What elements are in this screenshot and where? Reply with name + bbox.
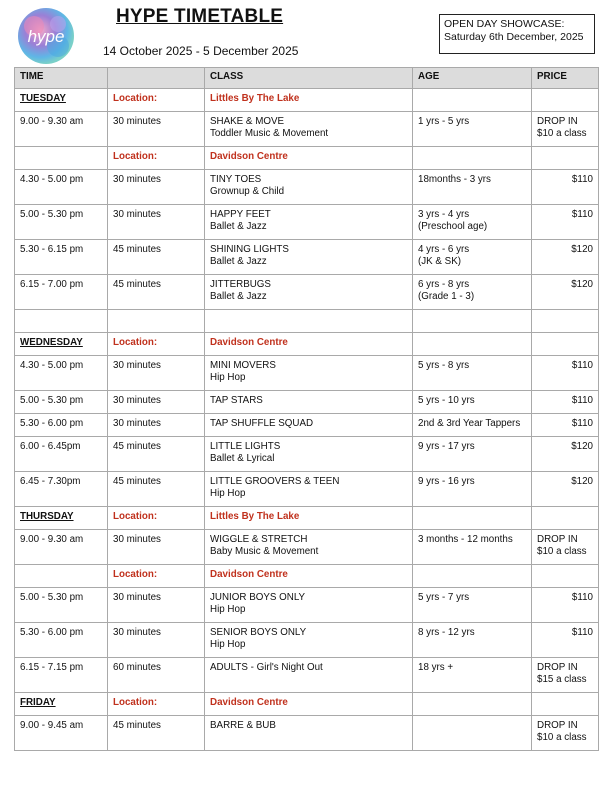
- class-style: Hip Hop: [210, 604, 246, 615]
- price-value: $110: [571, 395, 593, 406]
- price-value: DROP IN: [537, 534, 578, 545]
- class-duration: 30 minutes: [113, 116, 161, 127]
- price-value: $120: [571, 279, 593, 290]
- price-cell: [532, 205, 599, 240]
- class-cell: [205, 588, 413, 623]
- location-label: Location:: [113, 337, 158, 348]
- location-cell: [205, 147, 413, 170]
- col-header-duration: [108, 68, 205, 89]
- class-row: [15, 530, 599, 565]
- class-row: [15, 414, 599, 437]
- location-label: Location:: [113, 511, 158, 522]
- class-row: [15, 170, 599, 205]
- day-name: FRIDAY: [20, 697, 56, 708]
- age-range: 3 yrs - 4 yrs: [418, 209, 470, 220]
- timetable-body: [15, 89, 599, 751]
- empty-cell: [15, 310, 108, 333]
- class-name: SENIOR BOYS ONLY: [210, 627, 307, 638]
- empty-cell: [532, 147, 599, 170]
- age-range: 2nd & 3rd Year Tappers: [418, 418, 521, 429]
- age-range: 3 months - 12 months: [418, 534, 513, 545]
- age-note: (Preschool age): [418, 221, 488, 232]
- class-row: [15, 240, 599, 275]
- location-label-cell: [108, 565, 205, 588]
- location-cell: [205, 333, 413, 356]
- class-duration: 30 minutes: [113, 174, 161, 185]
- age-range: 5 yrs - 10 yrs: [418, 395, 475, 406]
- location-name: Davidson Centre: [210, 337, 288, 348]
- class-style: Ballet & Lyrical: [210, 453, 275, 464]
- class-style: Hip Hop: [210, 372, 246, 383]
- location-name: Davidson Centre: [210, 569, 288, 580]
- class-duration: 45 minutes: [113, 720, 161, 731]
- empty-cell: [413, 507, 532, 530]
- price-cell: [532, 658, 599, 693]
- day-location-row: [15, 693, 599, 716]
- age-range: 9 yrs - 16 yrs: [418, 476, 475, 487]
- class-duration: 30 minutes: [113, 592, 161, 603]
- location-name: Davidson Centre: [210, 697, 288, 708]
- class-duration: 45 minutes: [113, 244, 161, 255]
- price-cell: [532, 588, 599, 623]
- class-cell: [205, 414, 413, 437]
- day-cell: [15, 89, 108, 112]
- time-cell: [15, 530, 108, 565]
- class-name: ADULTS - Girl's Night Out: [210, 662, 323, 673]
- location-cell: [205, 89, 413, 112]
- class-time: 9.00 - 9.30 am: [20, 116, 84, 127]
- price-value: DROP IN: [537, 662, 578, 673]
- age-cell: [413, 716, 532, 751]
- price-value: DROP IN: [537, 116, 578, 127]
- day-cell: [15, 565, 108, 588]
- date-range: 14 October 2025 - 5 December 2025: [103, 44, 299, 58]
- class-name: TINY TOES: [210, 174, 262, 185]
- class-name: WIGGLE & STRETCH: [210, 534, 308, 545]
- price-value: $110: [571, 360, 593, 371]
- empty-cell: [532, 693, 599, 716]
- day-cell: [15, 507, 108, 530]
- day-location-row: [15, 147, 599, 170]
- class-time: 5.00 - 5.30 pm: [20, 395, 84, 406]
- spacer-row: [15, 310, 599, 333]
- col-header-age: AGE: [413, 68, 532, 89]
- class-row: [15, 588, 599, 623]
- class-duration: 45 minutes: [113, 279, 161, 290]
- price-cell: [532, 716, 599, 751]
- class-time: 5.30 - 6.15 pm: [20, 244, 84, 255]
- empty-cell: [413, 89, 532, 112]
- price-cell: [532, 240, 599, 275]
- location-name: Littles By The Lake: [210, 511, 300, 522]
- time-cell: [15, 170, 108, 205]
- price-note: $10 a class: [537, 128, 587, 139]
- class-row: [15, 437, 599, 472]
- age-cell: [413, 472, 532, 507]
- location-label: Location:: [113, 93, 158, 104]
- class-row: [15, 356, 599, 391]
- empty-cell: [532, 333, 599, 356]
- time-cell: [15, 356, 108, 391]
- price-cell: [532, 275, 599, 310]
- price-value: $120: [571, 441, 593, 452]
- price-cell: [532, 437, 599, 472]
- class-name: TAP STARS: [210, 395, 263, 406]
- empty-cell: [532, 310, 599, 333]
- price-cell: [532, 356, 599, 391]
- age-range: 1 yrs - 5 yrs: [418, 116, 470, 127]
- class-duration: 30 minutes: [113, 627, 161, 638]
- age-range: 6 yrs - 8 yrs: [418, 279, 470, 290]
- price-value: DROP IN: [537, 720, 578, 731]
- day-location-row: [15, 89, 599, 112]
- class-row: [15, 623, 599, 658]
- day-location-row: [15, 333, 599, 356]
- duration-cell: [108, 623, 205, 658]
- hype-logo: [16, 6, 76, 66]
- class-name: BARRE & BUB: [210, 720, 276, 731]
- age-range: 18 yrs +: [418, 662, 454, 673]
- duration-cell: [108, 275, 205, 310]
- class-row: [15, 275, 599, 310]
- empty-cell: [413, 147, 532, 170]
- class-name: JUNIOR BOYS ONLY: [210, 592, 306, 603]
- age-cell: [413, 588, 532, 623]
- day-name: TUESDAY: [20, 93, 66, 104]
- location-label-cell: [108, 507, 205, 530]
- duration-cell: [108, 658, 205, 693]
- time-cell: [15, 472, 108, 507]
- class-name: TAP SHUFFLE SQUAD: [210, 418, 314, 429]
- location-label-cell: [108, 333, 205, 356]
- class-time: 9.00 - 9.30 am: [20, 534, 84, 545]
- duration-cell: [108, 530, 205, 565]
- class-duration: 30 minutes: [113, 534, 161, 545]
- class-row: [15, 472, 599, 507]
- class-cell: [205, 437, 413, 472]
- empty-cell: [108, 310, 205, 333]
- class-duration: 60 minutes: [113, 662, 161, 673]
- price-cell: [532, 623, 599, 658]
- age-range: 5 yrs - 7 yrs: [418, 592, 470, 603]
- duration-cell: [108, 472, 205, 507]
- class-cell: [205, 112, 413, 147]
- class-time: 6.15 - 7.00 pm: [20, 279, 84, 290]
- class-cell: [205, 658, 413, 693]
- time-cell: [15, 437, 108, 472]
- day-location-row: [15, 565, 599, 588]
- class-cell: [205, 623, 413, 658]
- duration-cell: [108, 170, 205, 205]
- location-label: Location:: [113, 697, 158, 708]
- class-duration: 45 minutes: [113, 441, 161, 452]
- age-range: 18months - 3 yrs: [418, 174, 491, 185]
- duration-cell: [108, 437, 205, 472]
- age-range: 8 yrs - 12 yrs: [418, 627, 475, 638]
- showcase-box: [439, 14, 595, 54]
- price-cell: [532, 530, 599, 565]
- class-time: 5.30 - 6.00 pm: [20, 418, 84, 429]
- class-duration: 30 minutes: [113, 418, 161, 429]
- price-value: $110: [571, 592, 593, 603]
- showcase-date: Saturday 6th December, 2025: [444, 31, 584, 43]
- price-cell: [532, 112, 599, 147]
- class-duration: 30 minutes: [113, 209, 161, 220]
- location-cell: [205, 507, 413, 530]
- time-cell: [15, 414, 108, 437]
- class-duration: 30 minutes: [113, 360, 161, 371]
- day-cell: [15, 147, 108, 170]
- empty-cell: [532, 507, 599, 530]
- age-cell: [413, 437, 532, 472]
- class-row: [15, 391, 599, 414]
- class-style: Ballet & Jazz: [210, 221, 267, 232]
- time-cell: [15, 205, 108, 240]
- empty-cell: [532, 89, 599, 112]
- age-range: 5 yrs - 8 yrs: [418, 360, 470, 371]
- age-cell: [413, 170, 532, 205]
- col-header-class: CLASS: [205, 68, 413, 89]
- empty-cell: [413, 333, 532, 356]
- class-style: Hip Hop: [210, 639, 246, 650]
- price-cell: [532, 472, 599, 507]
- location-cell: [205, 565, 413, 588]
- class-style: Ballet & Jazz: [210, 256, 267, 267]
- age-cell: [413, 391, 532, 414]
- duration-cell: [108, 391, 205, 414]
- class-row: [15, 112, 599, 147]
- class-time: 6.00 - 6.45pm: [20, 441, 81, 452]
- age-cell: [413, 240, 532, 275]
- price-note: $15 a class: [537, 674, 587, 685]
- day-cell: [15, 333, 108, 356]
- class-name: HAPPY FEET: [210, 209, 271, 220]
- class-time: 6.45 - 7.30pm: [20, 476, 81, 487]
- age-cell: [413, 356, 532, 391]
- location-cell: [205, 693, 413, 716]
- time-cell: [15, 716, 108, 751]
- time-cell: [15, 275, 108, 310]
- location-name: Littles By The Lake: [210, 93, 300, 104]
- empty-cell: [413, 565, 532, 588]
- price-value: $110: [571, 627, 593, 638]
- class-duration: 30 minutes: [113, 395, 161, 406]
- age-range: 9 yrs - 17 yrs: [418, 441, 475, 452]
- day-name: THURSDAY: [20, 511, 74, 522]
- class-name: SHINING LIGHTS: [210, 244, 289, 255]
- location-label-cell: [108, 693, 205, 716]
- duration-cell: [108, 588, 205, 623]
- empty-cell: [413, 693, 532, 716]
- empty-cell: [413, 310, 532, 333]
- class-cell: [205, 472, 413, 507]
- duration-cell: [108, 240, 205, 275]
- duration-cell: [108, 414, 205, 437]
- class-name: LITTLE LIGHTS: [210, 441, 281, 452]
- age-cell: [413, 623, 532, 658]
- class-time: 9.00 - 9.45 am: [20, 720, 84, 731]
- day-cell: [15, 693, 108, 716]
- class-style: Grownup & Child: [210, 186, 285, 197]
- timetable: [14, 67, 599, 751]
- price-value: $120: [571, 476, 593, 487]
- duration-cell: [108, 112, 205, 147]
- col-header-time: TIME: [15, 68, 108, 89]
- class-time: 5.30 - 6.00 pm: [20, 627, 84, 638]
- class-time: 4.30 - 5.00 pm: [20, 360, 84, 371]
- age-cell: [413, 205, 532, 240]
- price-note: $10 a class: [537, 546, 587, 557]
- class-cell: [205, 240, 413, 275]
- empty-cell: [532, 565, 599, 588]
- class-cell: [205, 391, 413, 414]
- class-cell: [205, 275, 413, 310]
- time-cell: [15, 391, 108, 414]
- age-cell: [413, 112, 532, 147]
- class-row: [15, 658, 599, 693]
- class-style: Hip Hop: [210, 488, 246, 499]
- location-name: Davidson Centre: [210, 151, 288, 162]
- duration-cell: [108, 205, 205, 240]
- age-note: (Grade 1 - 3): [418, 291, 475, 302]
- class-cell: [205, 170, 413, 205]
- age-cell: [413, 414, 532, 437]
- class-duration: 45 minutes: [113, 476, 161, 487]
- day-location-row: [15, 507, 599, 530]
- header-row: [15, 68, 599, 89]
- price-value: $120: [571, 244, 593, 255]
- time-cell: [15, 112, 108, 147]
- empty-cell: [205, 310, 413, 333]
- time-cell: [15, 240, 108, 275]
- class-name: JITTERBUGS: [210, 279, 271, 290]
- logo-text: hype: [27, 27, 65, 46]
- location-label: Location:: [113, 569, 158, 580]
- location-label-cell: [108, 147, 205, 170]
- price-cell: [532, 170, 599, 205]
- class-time: 5.00 - 5.30 pm: [20, 209, 84, 220]
- class-row: [15, 716, 599, 751]
- time-cell: [15, 658, 108, 693]
- col-header-price: PRICE: [532, 68, 599, 89]
- price-note: $10 a class: [537, 732, 587, 743]
- price-cell: [532, 414, 599, 437]
- class-cell: [205, 716, 413, 751]
- class-time: 5.00 - 5.30 pm: [20, 592, 84, 603]
- price-value: $110: [571, 174, 593, 185]
- class-cell: [205, 530, 413, 565]
- class-name: MINI MOVERS: [210, 360, 276, 371]
- day-name: WEDNESDAY: [20, 337, 83, 348]
- price-value: $110: [571, 209, 593, 220]
- price-cell: [532, 391, 599, 414]
- class-time: 6.15 - 7.15 pm: [20, 662, 84, 673]
- class-row: [15, 205, 599, 240]
- age-range: 4 yrs - 6 yrs: [418, 244, 470, 255]
- class-style: Ballet & Jazz: [210, 291, 267, 302]
- duration-cell: [108, 356, 205, 391]
- time-cell: [15, 623, 108, 658]
- page-title: HYPE TIMETABLE: [116, 6, 284, 27]
- class-cell: [205, 205, 413, 240]
- age-cell: [413, 275, 532, 310]
- price-value: $110: [571, 418, 593, 429]
- time-cell: [15, 588, 108, 623]
- location-label-cell: [108, 89, 205, 112]
- age-cell: [413, 658, 532, 693]
- class-name: LITTLE GROOVERS & TEEN: [210, 476, 340, 487]
- location-label: Location:: [113, 151, 158, 162]
- class-style: Baby Music & Movement: [210, 546, 319, 557]
- class-time: 4.30 - 5.00 pm: [20, 174, 84, 185]
- age-cell: [413, 530, 532, 565]
- age-note: (JK & SK): [418, 256, 462, 267]
- showcase-heading: OPEN DAY SHOWCASE:: [444, 18, 565, 30]
- class-cell: [205, 356, 413, 391]
- class-style: Toddler Music & Movement: [210, 128, 329, 139]
- class-name: SHAKE & MOVE: [210, 116, 285, 127]
- duration-cell: [108, 716, 205, 751]
